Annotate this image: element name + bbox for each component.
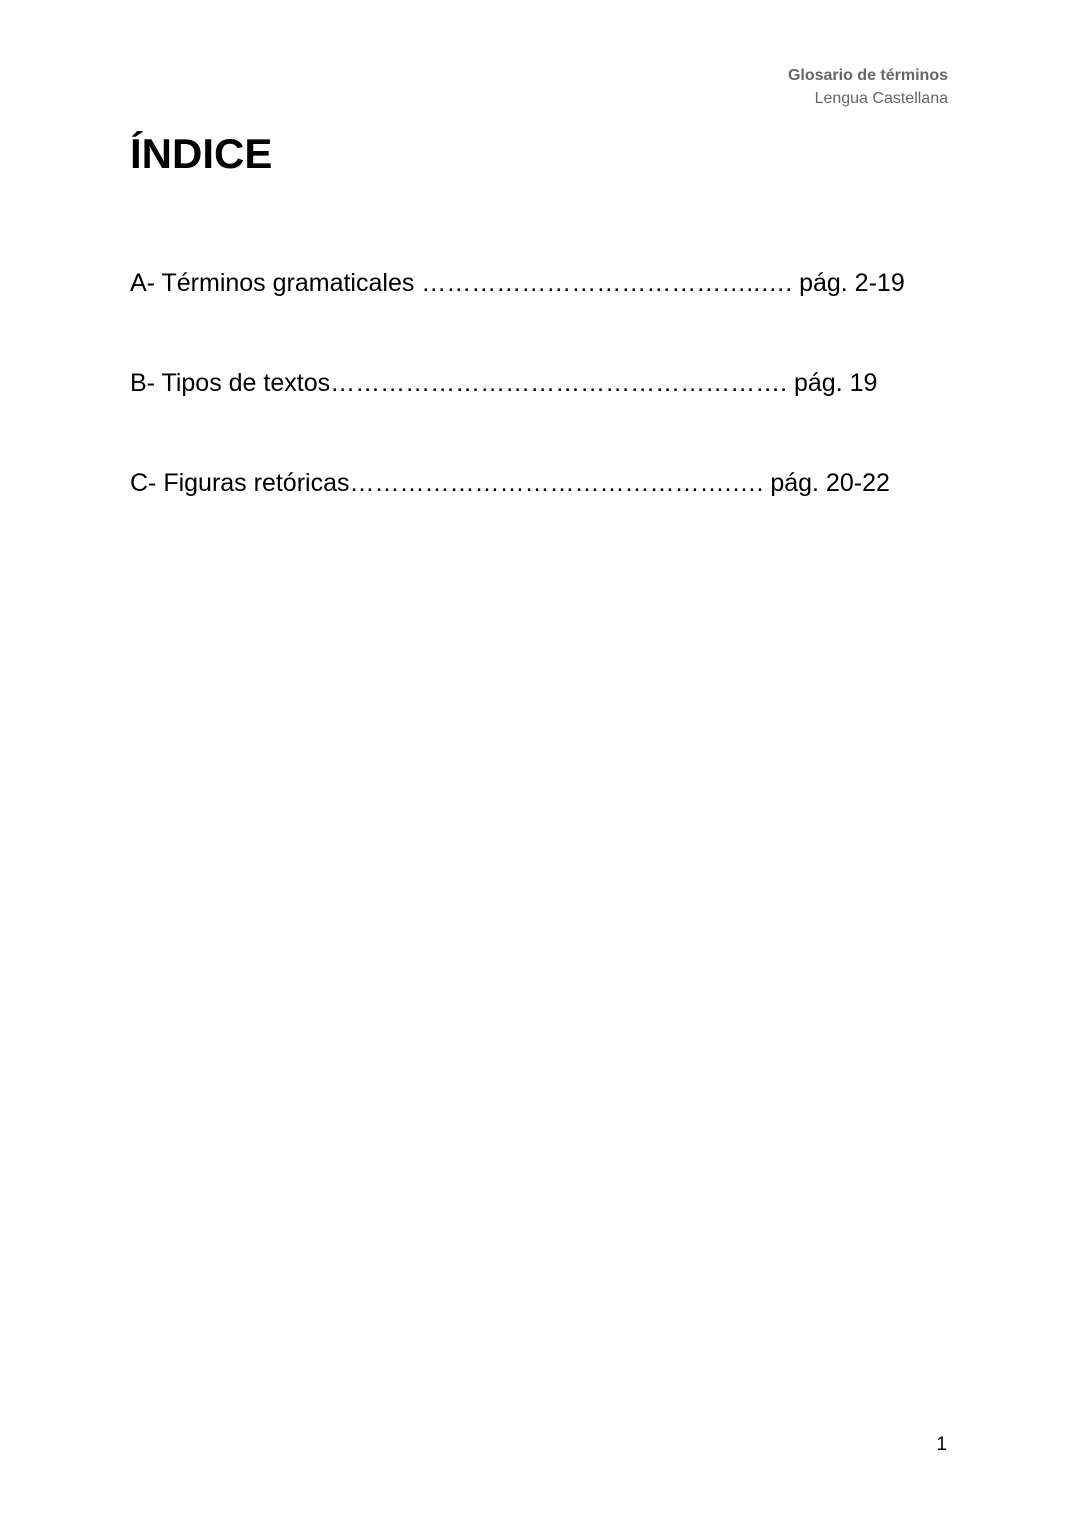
header-title: Glosario de términos [787, 67, 948, 84]
toc-entry-b: B- Tipos de textos………………………………………………. pág. 19 [130, 369, 878, 397]
header-subtitle: Lengua Castellana [814, 90, 948, 107]
page-title: ÍNDICE [130, 130, 273, 177]
page-number: 1 [936, 1434, 947, 1455]
toc-entry-a: A- Términos gramaticales …………………………………..…. pág. 2-19 [130, 269, 905, 297]
toc-entry-c: C- Figuras retóricas……………………………………….…. pág. 20-22 [130, 469, 890, 497]
table-of-contents [130, 265, 950, 565]
running-header [788, 64, 948, 110]
